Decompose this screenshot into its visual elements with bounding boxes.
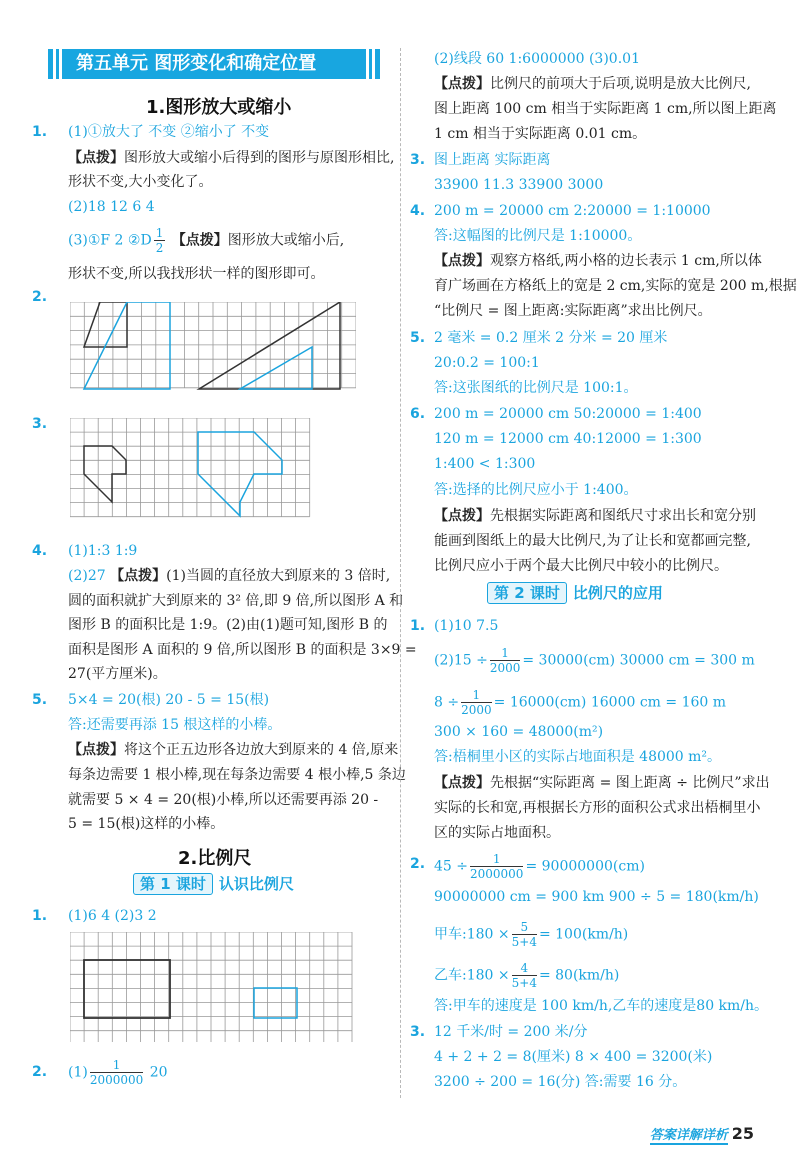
tip-line: 图上距离 100 cm 相当于实际距离 1 cm,所以图上距离 xyxy=(434,101,777,117)
question-number: 2. xyxy=(32,289,48,305)
denominator: 2 xyxy=(155,241,164,255)
answer-line: 33900 11.3 33900 3000 xyxy=(434,177,604,193)
tip-line xyxy=(434,773,770,793)
answer-line xyxy=(434,961,619,990)
answer-line: 2 毫米 = 0.2 厘米 2 分米 = 20 厘米 xyxy=(434,330,668,346)
tip-line: 比例尺应小于两个最大比例尺中较小的比例尺。 xyxy=(434,558,728,574)
answer-line xyxy=(68,566,390,586)
tip-label: 【点拨】 xyxy=(434,253,490,269)
answer-text: (2)15 ÷ xyxy=(434,652,488,669)
question-number: 5. xyxy=(32,692,48,708)
denominator: 2000 xyxy=(461,703,492,717)
tip-line: 圆的面积就扩大到原来的 3² 倍,即 9 倍,所以图形 A 和 xyxy=(68,593,404,609)
banner-bar xyxy=(48,49,53,79)
tip-text: 图形放大或缩小后, xyxy=(227,232,345,249)
answer-line: (1)1:3 1:9 xyxy=(68,543,138,559)
tip-label: 【点拨】 xyxy=(110,568,167,584)
banner-bar xyxy=(369,49,372,79)
question-number: 3. xyxy=(410,1024,426,1040)
footer-label: 答案详解详析 xyxy=(650,1124,728,1145)
tip-text: 将这个正五边形各边放大到原来的 4 倍,原来 xyxy=(124,742,399,758)
tip-text: 先根据实际距离和图纸尺寸求出长和宽分别 xyxy=(490,508,756,524)
answer-line: (1)①放大了 不变 ②缩小了 不变 xyxy=(68,124,270,140)
right-column xyxy=(405,0,800,1158)
lesson-name: 比例尺的应用 xyxy=(572,584,663,602)
answer-text: 20 xyxy=(149,1064,168,1081)
answer-line: (2)线段 60 1:6000000 (3)0.01 xyxy=(434,51,640,67)
answer-line xyxy=(434,688,726,717)
tip-line: 实际的长和宽,再根据长方形的面积公式求出梧桐里小 xyxy=(434,800,761,816)
banner-bar xyxy=(56,49,59,79)
tip-line: 1 cm 相当于实际距离 0.01 cm。 xyxy=(434,126,647,142)
answer-line: 图上距离 实际距离 xyxy=(434,152,551,168)
tip-text: 比例尺的前项大于后项,说明是放大比例尺, xyxy=(490,76,751,92)
denominator: 2000 xyxy=(489,661,521,675)
fraction xyxy=(461,688,492,717)
fraction xyxy=(512,920,537,949)
answer-line: 5×4 = 20(根) 20 - 5 = 15(根) xyxy=(68,692,270,708)
answer-line: 1:400 < 1:300 xyxy=(434,456,536,472)
lesson-heading xyxy=(487,582,663,604)
tip-line: 区的实际占地面积。 xyxy=(434,825,560,841)
answer-line: 答:选择的比例尺应小于 1:400。 xyxy=(434,482,638,498)
column-divider xyxy=(400,48,401,1098)
answer-line: 4 + 2 + 2 = 8(厘米) 8 × 400 = 3200(米) xyxy=(434,1049,713,1065)
denominator: 5+4 xyxy=(511,935,537,949)
tip-line: 每条边需要 1 根小棒,现在每条边需要 4 根小棒,5 条边 xyxy=(68,767,406,783)
numerator: 1 xyxy=(155,226,164,240)
answer-line: 12 千米/时 = 200 米/分 xyxy=(434,1024,588,1040)
answer-line: 300 × 160 = 48000(m²) xyxy=(434,724,604,740)
tip-label: 【点拨】 xyxy=(434,775,490,791)
numerator: 4 xyxy=(512,961,537,976)
answer-line: 答:甲车的速度是 100 km/h,乙车的速度是80 km/h。 xyxy=(434,998,769,1014)
section-title: 1.图形放大或缩小 xyxy=(146,97,292,118)
denominator: 2000000 xyxy=(89,1073,144,1087)
answer-text: = 80(km/h) xyxy=(538,967,620,984)
tip-line: 面积是图形 A 面积的 9 倍,所以图形 B 的面积是 3×9 = xyxy=(68,642,417,658)
page-footer xyxy=(650,1124,754,1145)
answer-line: 90000000 cm = 900 km 900 ÷ 5 = 180(km/h) xyxy=(434,889,759,905)
lesson-heading xyxy=(133,873,294,895)
section-title: 2.比例尺 xyxy=(178,848,252,869)
tip-line xyxy=(434,251,762,271)
tip-text: 先根据“实际距离 = 图上距离 ÷ 比例尺”求出 xyxy=(490,775,770,791)
tip-label: 【点拨】 xyxy=(434,508,490,524)
tip-label: 【点拨】 xyxy=(434,76,490,92)
answer-line: (1)6 4 (2)3 2 xyxy=(68,908,157,924)
question-number: 4. xyxy=(410,203,426,219)
tip-line: 图形 B 的面积比是 1:9。(2)由(1)题可知,图形 B 的 xyxy=(68,617,388,633)
numerator: 1 xyxy=(490,646,521,661)
fraction xyxy=(470,852,523,881)
tip-text: (1)当圆的直径放大到原来的 3 倍时, xyxy=(166,568,391,584)
fraction xyxy=(490,646,521,675)
tip-line: 育广场画在方格纸上的宽是 2 cm,实际的宽是 200 m,根据 xyxy=(434,278,797,294)
question-number: 5. xyxy=(410,330,426,346)
answer-line xyxy=(434,646,755,675)
answer-line: 答:这幅图的比例尺是 1:10000。 xyxy=(434,228,642,244)
answer-line: 答:梧桐里小区的实际占地面积是 48000 m²。 xyxy=(434,749,722,765)
lesson-tag: 第 2 课时 xyxy=(487,582,567,604)
tip-line xyxy=(434,506,756,526)
tip-line: 能画到图纸上的最大比例尺,为了让长和宽都画完整, xyxy=(434,533,751,549)
answer-text: = 90000000(cm) xyxy=(525,858,645,875)
question-number: 3. xyxy=(410,152,426,168)
answer-line: 200 m = 20000 cm 2:20000 = 1:10000 xyxy=(434,203,711,219)
unit-title: 第五单元 图形变化和确定位置 xyxy=(62,49,366,79)
answer-text: 8 ÷ xyxy=(434,694,460,711)
grid-figure-q3 xyxy=(70,418,312,518)
grid-figure-q2 xyxy=(70,302,356,392)
answer-line xyxy=(434,920,628,949)
answer-text: = 16000(cm) 16000 cm = 160 m xyxy=(493,694,727,711)
question-number: 6. xyxy=(410,406,426,422)
question-number: 4. xyxy=(32,543,48,559)
tip-label: 【点拨】 xyxy=(171,232,228,249)
denominator: 5+4 xyxy=(511,976,537,990)
fraction xyxy=(90,1058,143,1087)
numerator: 1 xyxy=(461,688,492,703)
tip-text: 观察方格纸,两小格的边长表示 1 cm,所以体 xyxy=(490,253,762,269)
numerator: 1 xyxy=(90,1058,143,1073)
answer-line: (1)10 7.5 xyxy=(434,618,499,634)
lesson-name: 认识比例尺 xyxy=(218,875,294,893)
tip-line: 5 = 15(根)这样的小棒。 xyxy=(68,816,225,832)
answer-text: 45 ÷ xyxy=(434,858,468,875)
answer-line: 20:0.2 = 100:1 xyxy=(434,355,540,371)
answer-text: (1) xyxy=(68,1064,88,1081)
tip-line xyxy=(68,740,398,760)
answer-line: 120 m = 12000 cm 40:12000 = 1:300 xyxy=(434,431,702,447)
denominator: 2000000 xyxy=(470,867,524,881)
question-number: 2. xyxy=(410,856,426,872)
fraction xyxy=(512,961,537,990)
answer-line: (2)18 12 6 4 xyxy=(68,199,155,215)
tip-label: 【点拨】 xyxy=(68,150,124,166)
tip-line: “比例尺 = 图上距离:实际距离”求出比例尺。 xyxy=(434,303,712,319)
grid-figure-lesson1 xyxy=(70,932,356,1042)
answer-line xyxy=(68,226,344,255)
question-number: 1. xyxy=(32,908,48,924)
tip-line: 27(平方厘米)。 xyxy=(68,666,167,682)
answer-line: 答:这张图纸的比例尺是 100:1。 xyxy=(434,380,638,396)
answer-text: (3)①F 2 ②D xyxy=(68,232,152,249)
tip-line xyxy=(68,148,394,168)
answer-text: (2)27 xyxy=(68,568,106,584)
question-number: 3. xyxy=(32,416,48,432)
answer-text: 甲车:180 × xyxy=(434,926,510,943)
answer-line xyxy=(68,1058,168,1087)
answer-text: = 100(km/h) xyxy=(538,926,629,943)
tip-line: 形状不变,所以我找形状一样的图形即可。 xyxy=(68,266,325,282)
answer-line: 3200 ÷ 200 = 16(分) 答:需要 16 分。 xyxy=(434,1074,687,1090)
tip-label: 【点拨】 xyxy=(68,742,124,758)
lesson-tag: 第 1 课时 xyxy=(133,873,213,895)
question-number: 1. xyxy=(410,618,426,634)
tip-text: 图形放大或缩小后得到的图形与原图形相比, xyxy=(124,150,395,166)
answer-line: 答:还需要再添 15 根这样的小棒。 xyxy=(68,717,282,733)
tip-line xyxy=(434,74,751,94)
answer-line xyxy=(434,852,645,881)
numerator: 1 xyxy=(470,852,523,867)
tip-line: 就需要 5 × 4 = 20(根)小棒,所以还需要再添 20 - xyxy=(68,792,379,808)
answer-line: 200 m = 20000 cm 50:20000 = 1:400 xyxy=(434,406,702,422)
question-number: 2. xyxy=(32,1064,48,1080)
answer-text: 乙车:180 × xyxy=(434,967,510,984)
question-number: 1. xyxy=(32,124,48,140)
fraction xyxy=(154,226,166,255)
page-number: 25 xyxy=(731,1124,754,1143)
numerator: 5 xyxy=(512,920,537,935)
answer-text: = 30000(cm) 30000 cm = 300 m xyxy=(522,652,755,669)
banner-bar xyxy=(375,49,380,79)
tip-line: 形状不变,大小变化了。 xyxy=(68,174,213,190)
